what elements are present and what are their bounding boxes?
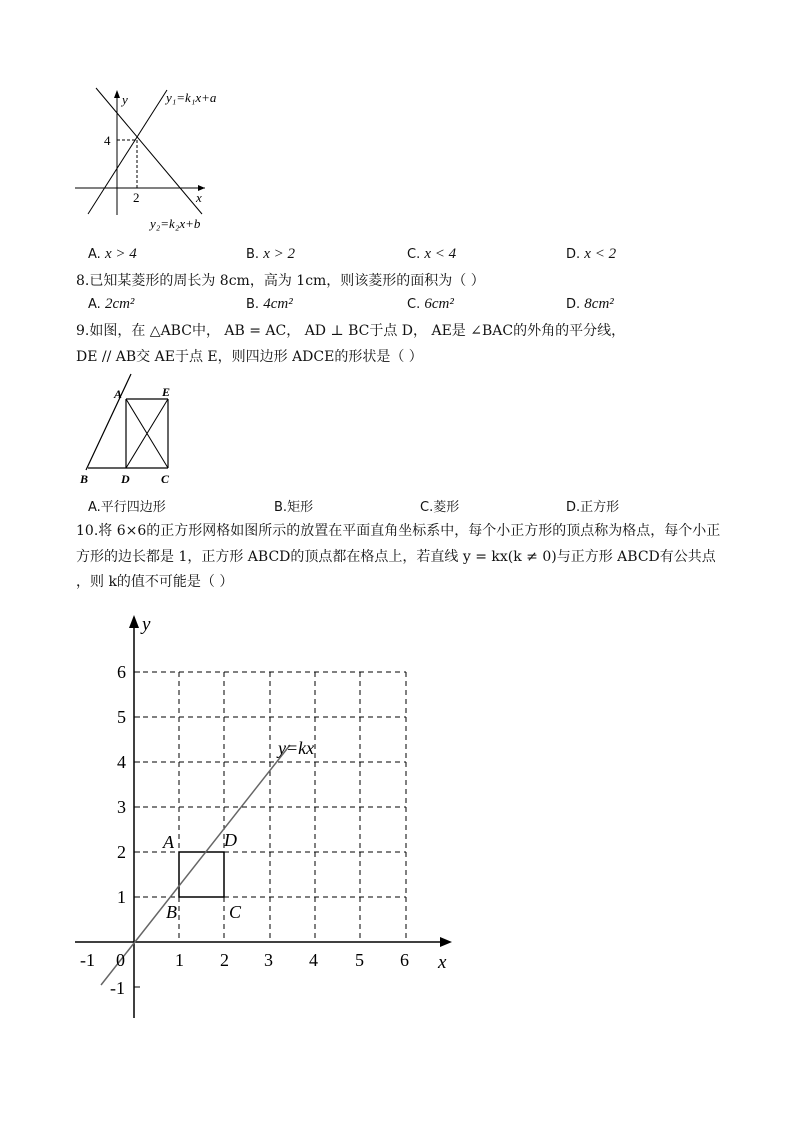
q9-figure (76, 372, 186, 490)
q10-stem-line1: 10.将 6×6的正方形网格如图所示的放置在平面直角坐标系中，每个小正方形的顶点称为格点，每个小正 (76, 523, 721, 539)
q10-label-d: D (224, 830, 237, 850)
q10-line-kx (101, 745, 290, 985)
q10-y-tick-neg1: -1 (110, 978, 125, 998)
q9-label-b: B (80, 472, 89, 486)
q8-option-a-text: 2cm² (104, 296, 135, 312)
q10-label-a: A (163, 832, 174, 852)
q10-stem-line3: ，则 k的值不可能是（ ） (76, 574, 234, 590)
q10-x-tick-4: 4 (309, 950, 318, 970)
q10-x-tick-5: 5 (355, 950, 364, 970)
q9-option-c-text: 菱形 (433, 500, 460, 515)
q10-x-tick-neg1: -1 (80, 950, 95, 970)
q9-option-d-text: 正方形 (580, 500, 620, 515)
q7-tick-y: 4 (104, 133, 111, 148)
q7-line2 (96, 88, 202, 214)
q10-stem-line2: 方形的边长都是 1，正方形 ABCD的顶点都在格点上，若直线 y = kx(k ≠ 0)与正方形 ABCD有公共点 (76, 549, 716, 565)
q10-y-tick-1: 1 (117, 887, 126, 907)
q10-graph (0, 600, 470, 1030)
q9-label-a: A (114, 387, 123, 401)
q7-x-label: x (196, 190, 202, 205)
q8-option-b-text: 4cm² (263, 296, 293, 312)
q8-option-a[interactable]: A. 2cm² (88, 296, 135, 312)
q10-x-arrow (440, 937, 452, 947)
q9-option-b[interactable]: B.矩形 (274, 500, 314, 515)
q10-label-c: C (229, 902, 242, 922)
q10-x-tick-0: 0 (116, 950, 125, 970)
q10-y-tick-5: 5 (117, 707, 126, 727)
q10-x-tick-6: 6 (400, 950, 409, 970)
q9-label-e: E (162, 385, 171, 399)
q10-y-label: y (142, 614, 151, 635)
q9-option-b-text: 矩形 (287, 500, 314, 515)
q9-stem-line1: 9.如图，在 △ABC中， AB = AC， AD ⊥ BC于点 D， AE是 ∠BAC的外角的平分线， (76, 323, 626, 339)
q10-x-tick-2: 2 (220, 950, 229, 970)
q9-side-ab (86, 374, 131, 470)
q10-y-tick-3: 3 (117, 797, 126, 817)
q10-y-tick-4: 4 (117, 752, 126, 772)
q7-option-b[interactable]: B. x > 2 (246, 246, 295, 262)
q8-option-d-text: 8cm² (584, 296, 614, 312)
q10-y-tick-2: 2 (117, 842, 126, 862)
q9-option-d[interactable]: D.正方形 (566, 500, 620, 515)
q10-x-tick-3: 3 (264, 950, 273, 970)
q10-square-abcd (179, 852, 224, 897)
q8-option-c[interactable]: C. 6cm² (407, 296, 454, 312)
q7-graph (60, 80, 240, 235)
q9-label-c: C (161, 472, 170, 486)
q7-option-d-text: x < 2 (584, 246, 617, 262)
q9-option-c[interactable]: C.菱形 (420, 500, 460, 515)
q7-option-d[interactable]: D. x < 2 (566, 246, 617, 262)
q10-label-b: B (166, 902, 177, 922)
q8-option-c-text: 6cm² (424, 296, 454, 312)
q10-x-label: x (438, 952, 447, 973)
q8-option-d[interactable]: D. 8cm² (566, 296, 614, 312)
q9-label-d: D (121, 472, 130, 486)
q7-line1 (88, 90, 167, 214)
q7-line1-label: y₁=k₁x+a (166, 90, 217, 105)
q7-line2-label: y₂=k₂x+b (150, 216, 201, 231)
q10-x-tick-1: 1 (175, 950, 184, 970)
q10-line-label: y=kx (278, 738, 315, 758)
q9-option-a-text: 平行四边形 (100, 500, 166, 515)
q10-y-tick-6: 6 (117, 662, 126, 682)
q7-y-arrow (114, 90, 120, 98)
q7-option-a[interactable]: A. x > 4 (88, 246, 137, 262)
q7-tick-x: 2 (133, 190, 140, 205)
q7-option-b-text: x > 2 (263, 246, 295, 262)
q7-option-c[interactable]: C. x < 4 (407, 246, 457, 262)
q8-stem: 8.已知某菱形的周长为 8cm，高为 1cm，则该菱形的面积为（ ） (76, 273, 485, 289)
q7-y-label: y (122, 92, 128, 107)
q7-option-a-text: x > 4 (104, 246, 137, 262)
q8-option-b[interactable]: B. 4cm² (246, 296, 293, 312)
q9-option-a[interactable]: A.平行四边形 (88, 500, 166, 515)
q10-y-arrow (129, 615, 139, 628)
q9-stem-line2: DE // AB交 AE于点 E，则四边形 ADCE的形状是（ ） (76, 349, 423, 365)
q7-option-c-text: x < 4 (424, 246, 457, 262)
